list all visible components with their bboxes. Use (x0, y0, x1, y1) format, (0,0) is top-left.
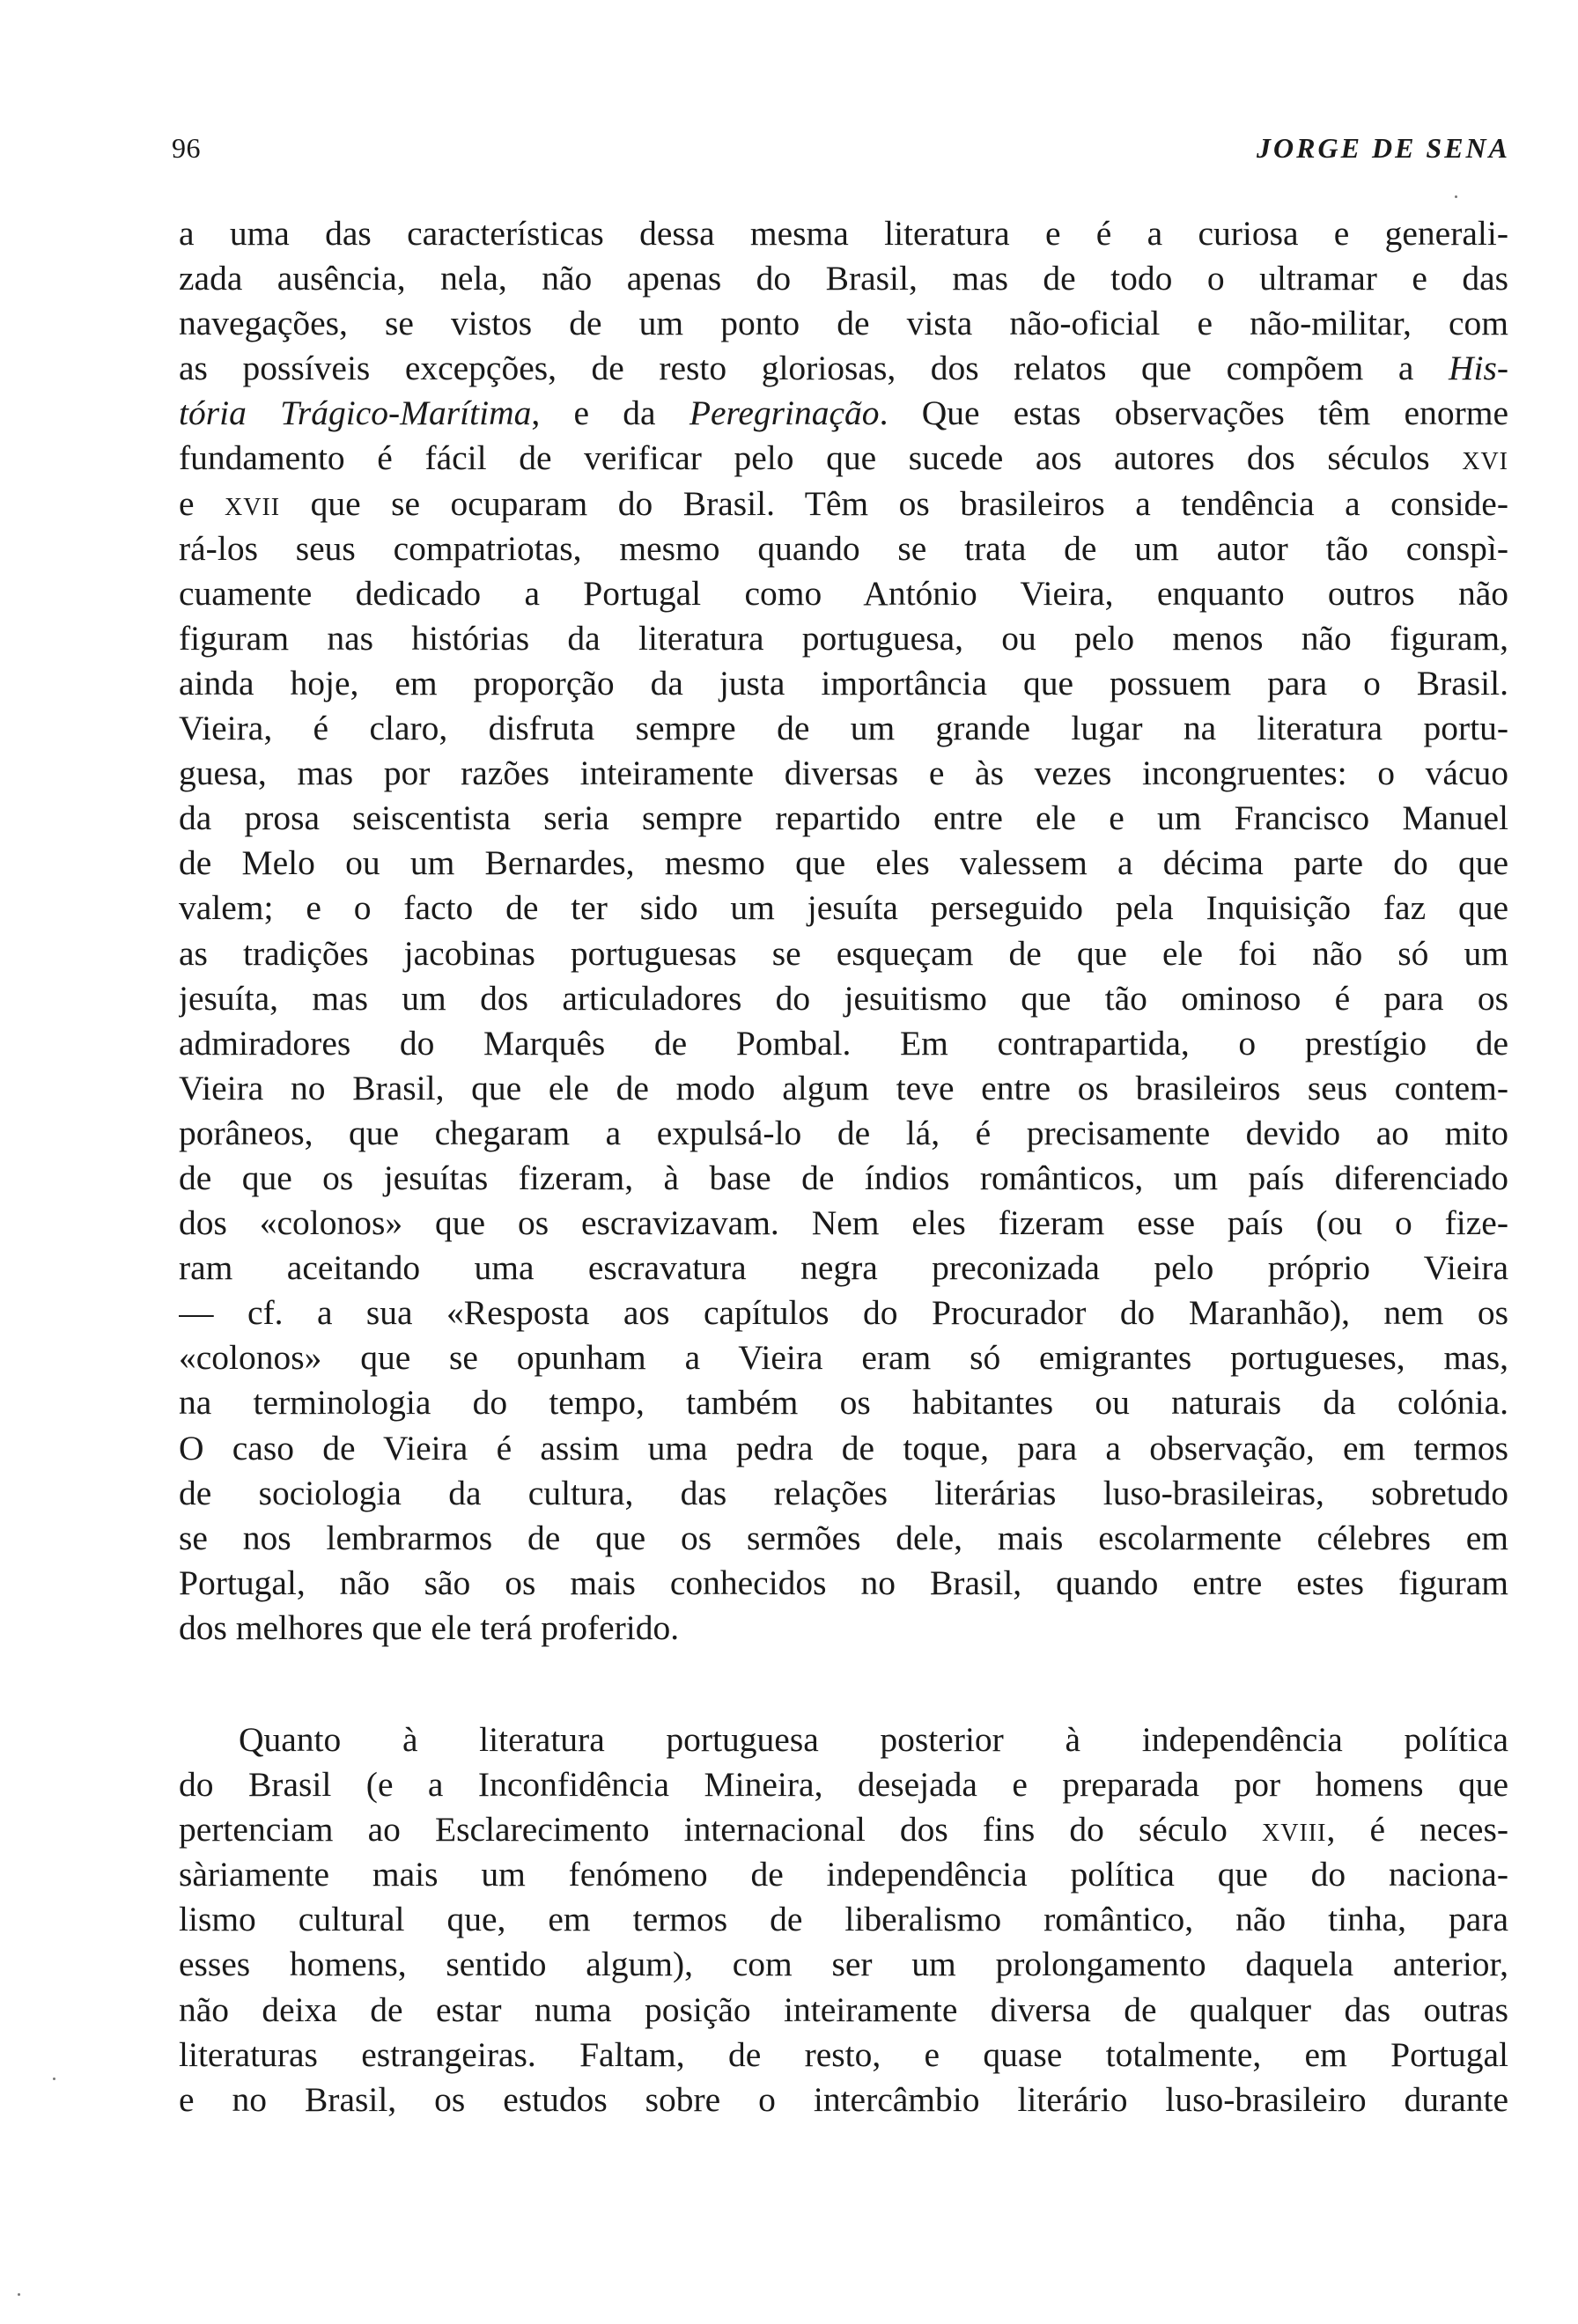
text-line: não deixa de estar numa posição inteiramente diversa de qualquer das outras (179, 1989, 1508, 2029)
text-line: de que os jesuítas fizeram, à base de índios românticos, um país diferenciado (179, 1158, 1508, 1197)
text-line: figuram nas histórias da literatura portuguesa, ou pelo menos não figuram, (179, 618, 1508, 658)
text-line: Vieira no Brasil, que ele de modo algum teve entre os brasileiros seus contem- (179, 1068, 1508, 1107)
text-line: do Brasil (e a Inconfidência Mineira, desejada e preparada por homens que (179, 1765, 1508, 1805)
text-line: «colonos» que se opunham a Vieira eram só emigrantes portugueses, mas, (179, 1338, 1508, 1378)
body-text (179, 211, 1508, 2122)
paragraph-gap (179, 1651, 1508, 1717)
text-line: ram aceitando uma escravatura negra preconizada pelo próprio Vieira (179, 1248, 1508, 1288)
text-line: Quanto à literatura portuguesa posterior à independência política (239, 1720, 1508, 1759)
text-line: jesuíta, mas um dos articuladores do jesuitismo que tão ominoso é para os (179, 978, 1508, 1018)
text-line: porâneos, que chegaram a expulsá-lo de lá, é precisamente devido ao mito (179, 1113, 1508, 1152)
running-head-author: JORGE DE SENA (1257, 132, 1510, 164)
text-line: tória Trágico-Marítima, e da Peregrinação. Que estas observações têm enorme (179, 393, 1508, 433)
text-line: de sociologia da cultura, das relações literárias luso-brasileiras, sobretudo (179, 1473, 1508, 1512)
text-line: navegações, se vistos de um ponto de vista não-oficial e não-militar, com (179, 304, 1508, 343)
page-number: 96 (172, 132, 201, 164)
text-line: pertenciam ao Esclarecimento internacional dos fins do século xviii, é neces- (179, 1810, 1508, 1850)
text-line: O caso de Vieira é assim uma pedra de toque, para a observação, em termos (179, 1428, 1508, 1467)
text-line: rá-los seus compatriotas, mesmo quando se trata de um autor tão conspì- (179, 528, 1508, 568)
text-line: esses homens, sentido algum), com ser um prolongamento daquela anterior, (179, 1945, 1508, 1984)
text-line: valem; e o facto de ter sido um jesuíta perseguido pela Inquisição faz que (179, 888, 1508, 928)
scan-speck (1455, 195, 1457, 198)
running-head (172, 132, 1510, 171)
scan-speck (53, 2078, 55, 2080)
text-line: guesa, mas por razões inteiramente diversas e às vezes incongruentes: o vácuo (179, 754, 1508, 793)
text-line: cuamente dedicado a Portugal como António Vieira, enquanto outros não (179, 573, 1508, 613)
text-line: fundamento é fácil de verificar pelo que sucede aos autores dos séculos xvi (179, 438, 1508, 478)
text-line: de Melo ou um Bernardes, mesmo que eles valessem a décima parte do que (179, 843, 1508, 883)
text-line: zada ausência, nela, não apenas do Brasil, mas de todo o ultramar e das (179, 259, 1508, 298)
text-line: lismo cultural que, em termos de liberalismo romântico, não tinha, para (179, 1900, 1508, 1939)
text-line: sàriamente mais um fenómeno de independência política que do naciona- (179, 1855, 1508, 1894)
text-line: e no Brasil, os estudos sobre o intercâmbio literário luso-brasileiro durante (179, 2079, 1508, 2119)
paragraph (179, 1717, 1508, 2122)
text-line: se nos lembrarmos de que os sermões dele, mais escolarmente célebres em (179, 1518, 1508, 1557)
text-line: na terminologia do tempo, também os habitantes ou naturais da colónia. (179, 1383, 1508, 1423)
text-line: admiradores do Marquês de Pombal. Em contrapartida, o prestígio de (179, 1023, 1508, 1063)
text-line: Portugal, não são os mais conhecidos no Brasil, quando entre estes figuram (179, 1563, 1508, 1602)
text-line: — cf. a sua «Resposta aos capítulos do Procurador do Maranhão), nem os (179, 1293, 1508, 1333)
text-line: ainda hoje, em proporção da justa importância que possuem para o Brasil. (179, 663, 1508, 702)
text-line: literaturas estrangeiras. Faltam, de resto, e quase totalmente, em Portugal (179, 2034, 1508, 2074)
text-line: Vieira, é claro, disfruta sempre de um grande lugar na literatura portu- (179, 709, 1508, 748)
text-line: dos «colonos» que os escravizavam. Nem eles fizeram esse país (ou o fize- (179, 1203, 1508, 1243)
paragraph (179, 211, 1508, 1651)
text-line: as possíveis excepções, de resto gloriosas, dos relatos que compõem a His- (179, 349, 1508, 388)
text-line: dos melhores que ele terá proferido. (179, 1607, 680, 1647)
text-line: e xvii que se ocuparam do Brasil. Têm os brasileiros a tendência a conside- (179, 483, 1508, 523)
scan-speck (18, 2293, 20, 2296)
text-line: as tradições jacobinas portuguesas se esqueçam de que ele foi não só um (179, 933, 1508, 973)
text-line: da prosa seiscentista seria sempre repartido entre ele e um Francisco Manuel (179, 798, 1508, 838)
text-line: a uma das características dessa mesma literatura e é a curiosa e generali- (179, 214, 1508, 253)
